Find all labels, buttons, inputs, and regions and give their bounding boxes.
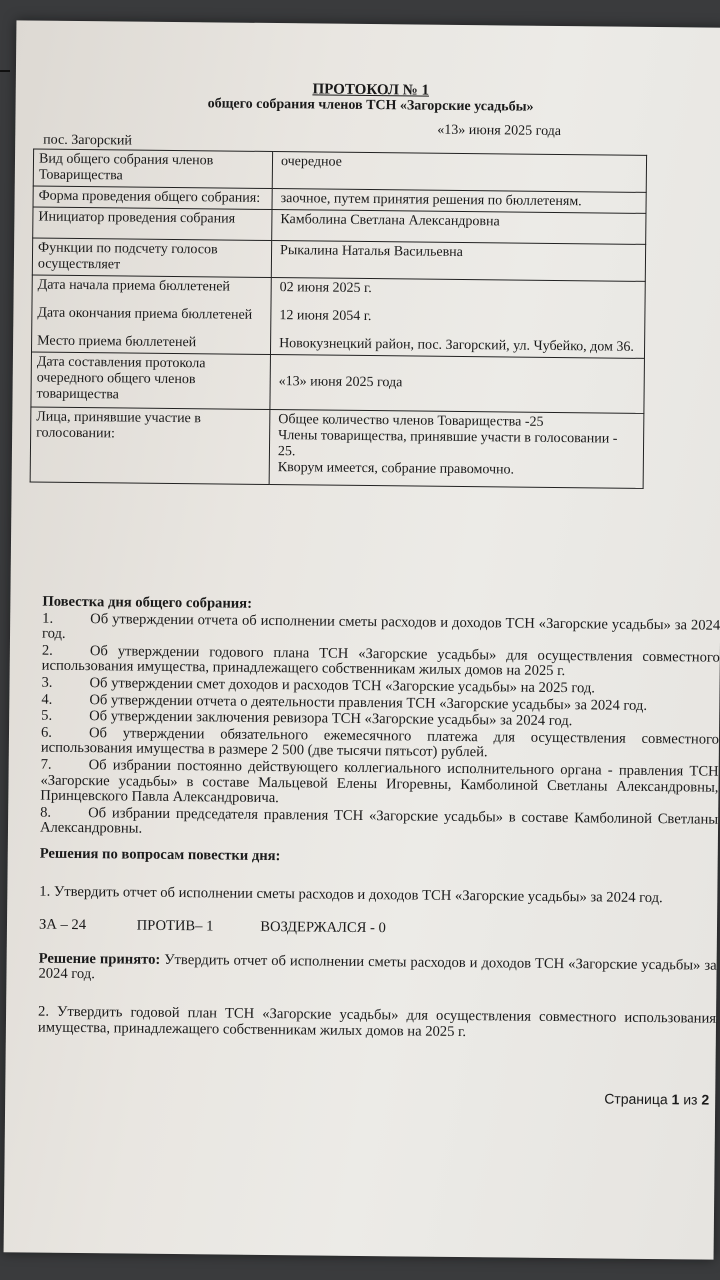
row-key: Вид общего собрания членов Товарищества <box>33 149 272 189</box>
end-date-value: 12 июня 2054 г. <box>279 308 372 325</box>
list-item: 6. Об утверждении обязательного ежемесячного платежа для осуществления совместного использования имущества в размере 2 500 (две тысячи пятьсот) рублей. <box>40 724 720 761</box>
row-value: заочное, путем принятия решения по бюллетеням. <box>272 189 646 214</box>
edge-mark <box>0 70 10 72</box>
accepted-text: Утвердить отчет об исполнении сметы расходов и доходов ТСН «Загорские усадьбы» за 2024 год. <box>38 951 717 983</box>
quorum-status: Кворум имеется, собрание правомочно. <box>277 460 515 478</box>
document-title: ПРОТОКОЛ № 1 <box>312 81 430 99</box>
row-key: Лица, принявшие участие в голосовании: <box>30 407 270 484</box>
accepted-label: Решение принято: <box>38 950 161 968</box>
row-value: «13» июня 2025 года <box>270 354 645 413</box>
row-key <box>31 275 271 354</box>
votes-against: ПРОТИВ– 1 <box>136 917 214 935</box>
row-value: Камболина Светлана Александровна <box>272 210 646 245</box>
row-key: Форма проведения общего собрания: <box>33 186 272 210</box>
list-item: 4. Об утверждении отчета о деятельности правления ТСН «Загорские усадьбы» за 2024 год. <box>41 691 648 714</box>
table-row <box>31 352 645 413</box>
list-item: 2. Об утверждении годового плана ТСН «Загорские усадьбы» для осуществления совместного использования имущества, принадлежащего собственникам жилых домов на 2025 г. <box>41 642 720 680</box>
end-date-label: Дата окончания приема бюллетеней <box>37 305 253 323</box>
decision-2: 2. Утвердить годовой план ТСН «Загорские усадьбы» для осуществления совместного использования имущества, принадлежащего собственникам жилых домов на 2025 г. <box>37 1003 717 1040</box>
decisions-section <box>38 847 718 1043</box>
agenda-section <box>40 595 720 845</box>
meeting-info-table <box>30 148 647 488</box>
decisions-heading: Решения по вопросам повестки дня: <box>39 845 281 865</box>
row-value <box>270 277 645 358</box>
row-key: Дата составления протокола очередного общего членов товарищества <box>31 352 271 409</box>
row-value: очередное <box>272 152 646 193</box>
voted-members: Члены товарищества, принявшие участи в голосовании - 25. <box>277 428 618 460</box>
table-row <box>33 149 646 192</box>
page-number: Страница 1 из 2 <box>604 1090 710 1108</box>
vote-results <box>39 918 717 941</box>
start-date-label: Дата начала приема бюллетеней <box>37 277 231 295</box>
document-place: пос. Загорский <box>43 132 132 149</box>
list-item: 5. Об утверждении заключения ревизора ТСН «Загорские усадьбы» за 2024 год. <box>41 707 573 730</box>
decision-1: 1. Утвердить отчет об исполнении сметы расходов и доходов ТСН «Загорские усадьбы» за 2024 год. <box>39 883 663 906</box>
document-subtitle: общего собрания членов ТСН «Загорские усадьбы» <box>207 96 534 115</box>
place-label: Место приема бюллетеней <box>37 333 197 351</box>
row-key: Инициатор проведения собрания <box>33 207 272 241</box>
total-members: Общее количество членов Товарищества -25 <box>278 412 544 430</box>
document-page <box>4 20 720 1259</box>
list-item: 8. Об избрании председателя правления ТСН «Загорские усадьбы» в составе Камболиной Светланы Александровны. <box>39 804 719 837</box>
table-row <box>31 275 645 358</box>
list-item: 3. Об утверждении смет доходов и расходов ТСН «Загорские усадьбы» на 2025 год. <box>41 674 596 697</box>
row-value: Рыкалина Наталья Васильевна <box>271 241 645 282</box>
table-row <box>32 238 645 281</box>
table-row <box>30 407 644 488</box>
start-date-value: 02 июня 2025 г. <box>279 280 372 297</box>
votes-for: ЗА – 24 <box>38 916 87 934</box>
agenda-heading: Повестка дня общего собрания: <box>42 593 253 612</box>
votes-abstain: ВОЗДЕРЖАЛСЯ - 0 <box>260 919 386 937</box>
row-value <box>269 409 644 488</box>
list-item: 7. Об избрании постоянно действующего коллегиального исполнительного органа - правления ТСН «Загорские усадьбы» в составе Мальцевой Елены Игоревны, Камболиной Светланы Александровны, Принцевского Павла Александровича. <box>40 756 719 807</box>
document-date: «13» июня 2025 года <box>437 122 562 140</box>
place-value: Новокузнецкий район, пос. Загорский, ул. Чубейко, дом 36. <box>279 336 635 355</box>
list-item: 1. Об утверждении отчета об исполнении сметы расходов и доходов ТСН «Загорские усадьбы» за 2024 год. <box>41 610 720 643</box>
row-key: Функции по подсчету голосов осуществляет <box>32 238 271 278</box>
